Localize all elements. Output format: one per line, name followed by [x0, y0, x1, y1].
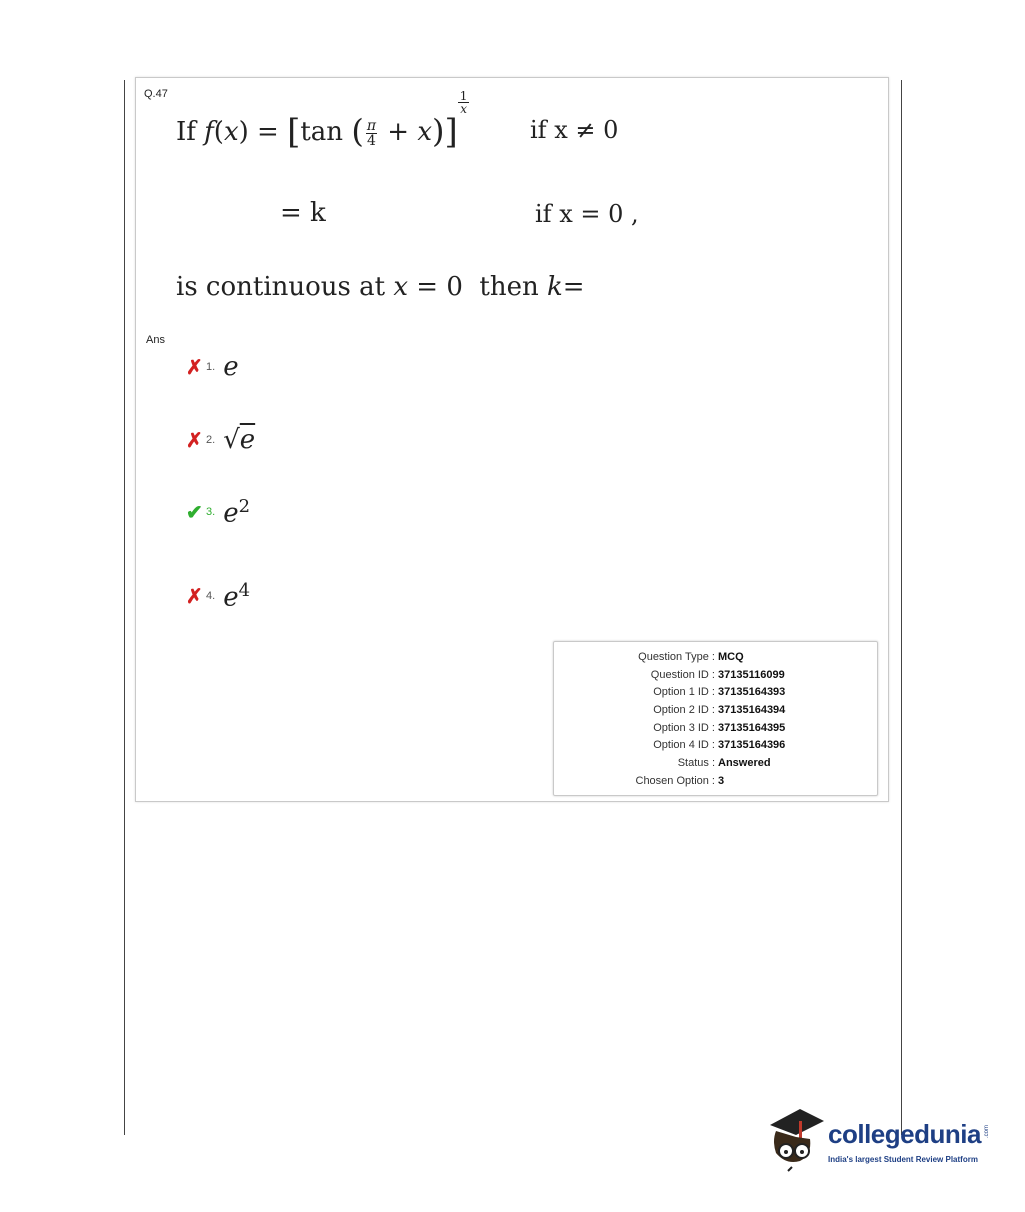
equation-line-3: is continuous at x = 0 then k= [176, 272, 585, 302]
info-chosen-option: Chosen Option : 3 [635, 775, 725, 787]
pi-over-four: $\frac{\pi}{4}$ [366, 117, 377, 149]
logo-tagline: India's largest Student Review Platform [828, 1155, 978, 1164]
condition-1: if x ≠ 0 [530, 116, 619, 144]
collegedunia-mascot-icon [766, 1103, 826, 1173]
option-1[interactable]: ✗ 1. e [186, 352, 239, 382]
option-4[interactable]: ✗ 4. $e^4$ [186, 580, 251, 613]
cross-icon: ✗ [186, 429, 203, 452]
cross-icon: ✗ [186, 585, 203, 608]
question-number: Q.47 [144, 88, 168, 100]
question-info-panel [553, 641, 878, 796]
answer-label: Ans [146, 334, 165, 346]
exponent-fraction: $\frac{1}{x}$ [459, 89, 468, 116]
option-2[interactable]: ✗ 2. √e [186, 425, 256, 455]
info-option2-id: Option 2 ID : 37135164394 [653, 704, 786, 716]
equation-line-2: = k [280, 198, 326, 228]
info-option4-id: Option 4 ID : 37135164396 [653, 739, 786, 751]
collegedunia-logo[interactable] [766, 1103, 996, 1173]
info-question-type: Question Type : MCQ [638, 651, 744, 663]
logo-suffix: .com [984, 1125, 990, 1139]
logo-wordmark: collegedunia [828, 1119, 981, 1149]
cross-icon: ✗ [186, 356, 203, 379]
option-3[interactable]: ✔ 3. $e^2$ [186, 496, 251, 529]
info-question-id: Question ID : 37135116099 [650, 669, 785, 681]
page-border-left [124, 80, 125, 1135]
check-icon: ✔ [186, 501, 203, 524]
condition-2: if x = 0 , [535, 200, 639, 228]
info-status: Status : Answered [677, 757, 771, 769]
info-option1-id: Option 1 ID : 37135164393 [653, 686, 786, 698]
info-option3-id: Option 3 ID : 37135164395 [653, 722, 786, 734]
equation-line-1: If f(x) = [tan ( $\frac{\pi}{4}$ + x)] $\frac{1}{x}$ [176, 89, 468, 152]
page-border-right [901, 80, 902, 1135]
